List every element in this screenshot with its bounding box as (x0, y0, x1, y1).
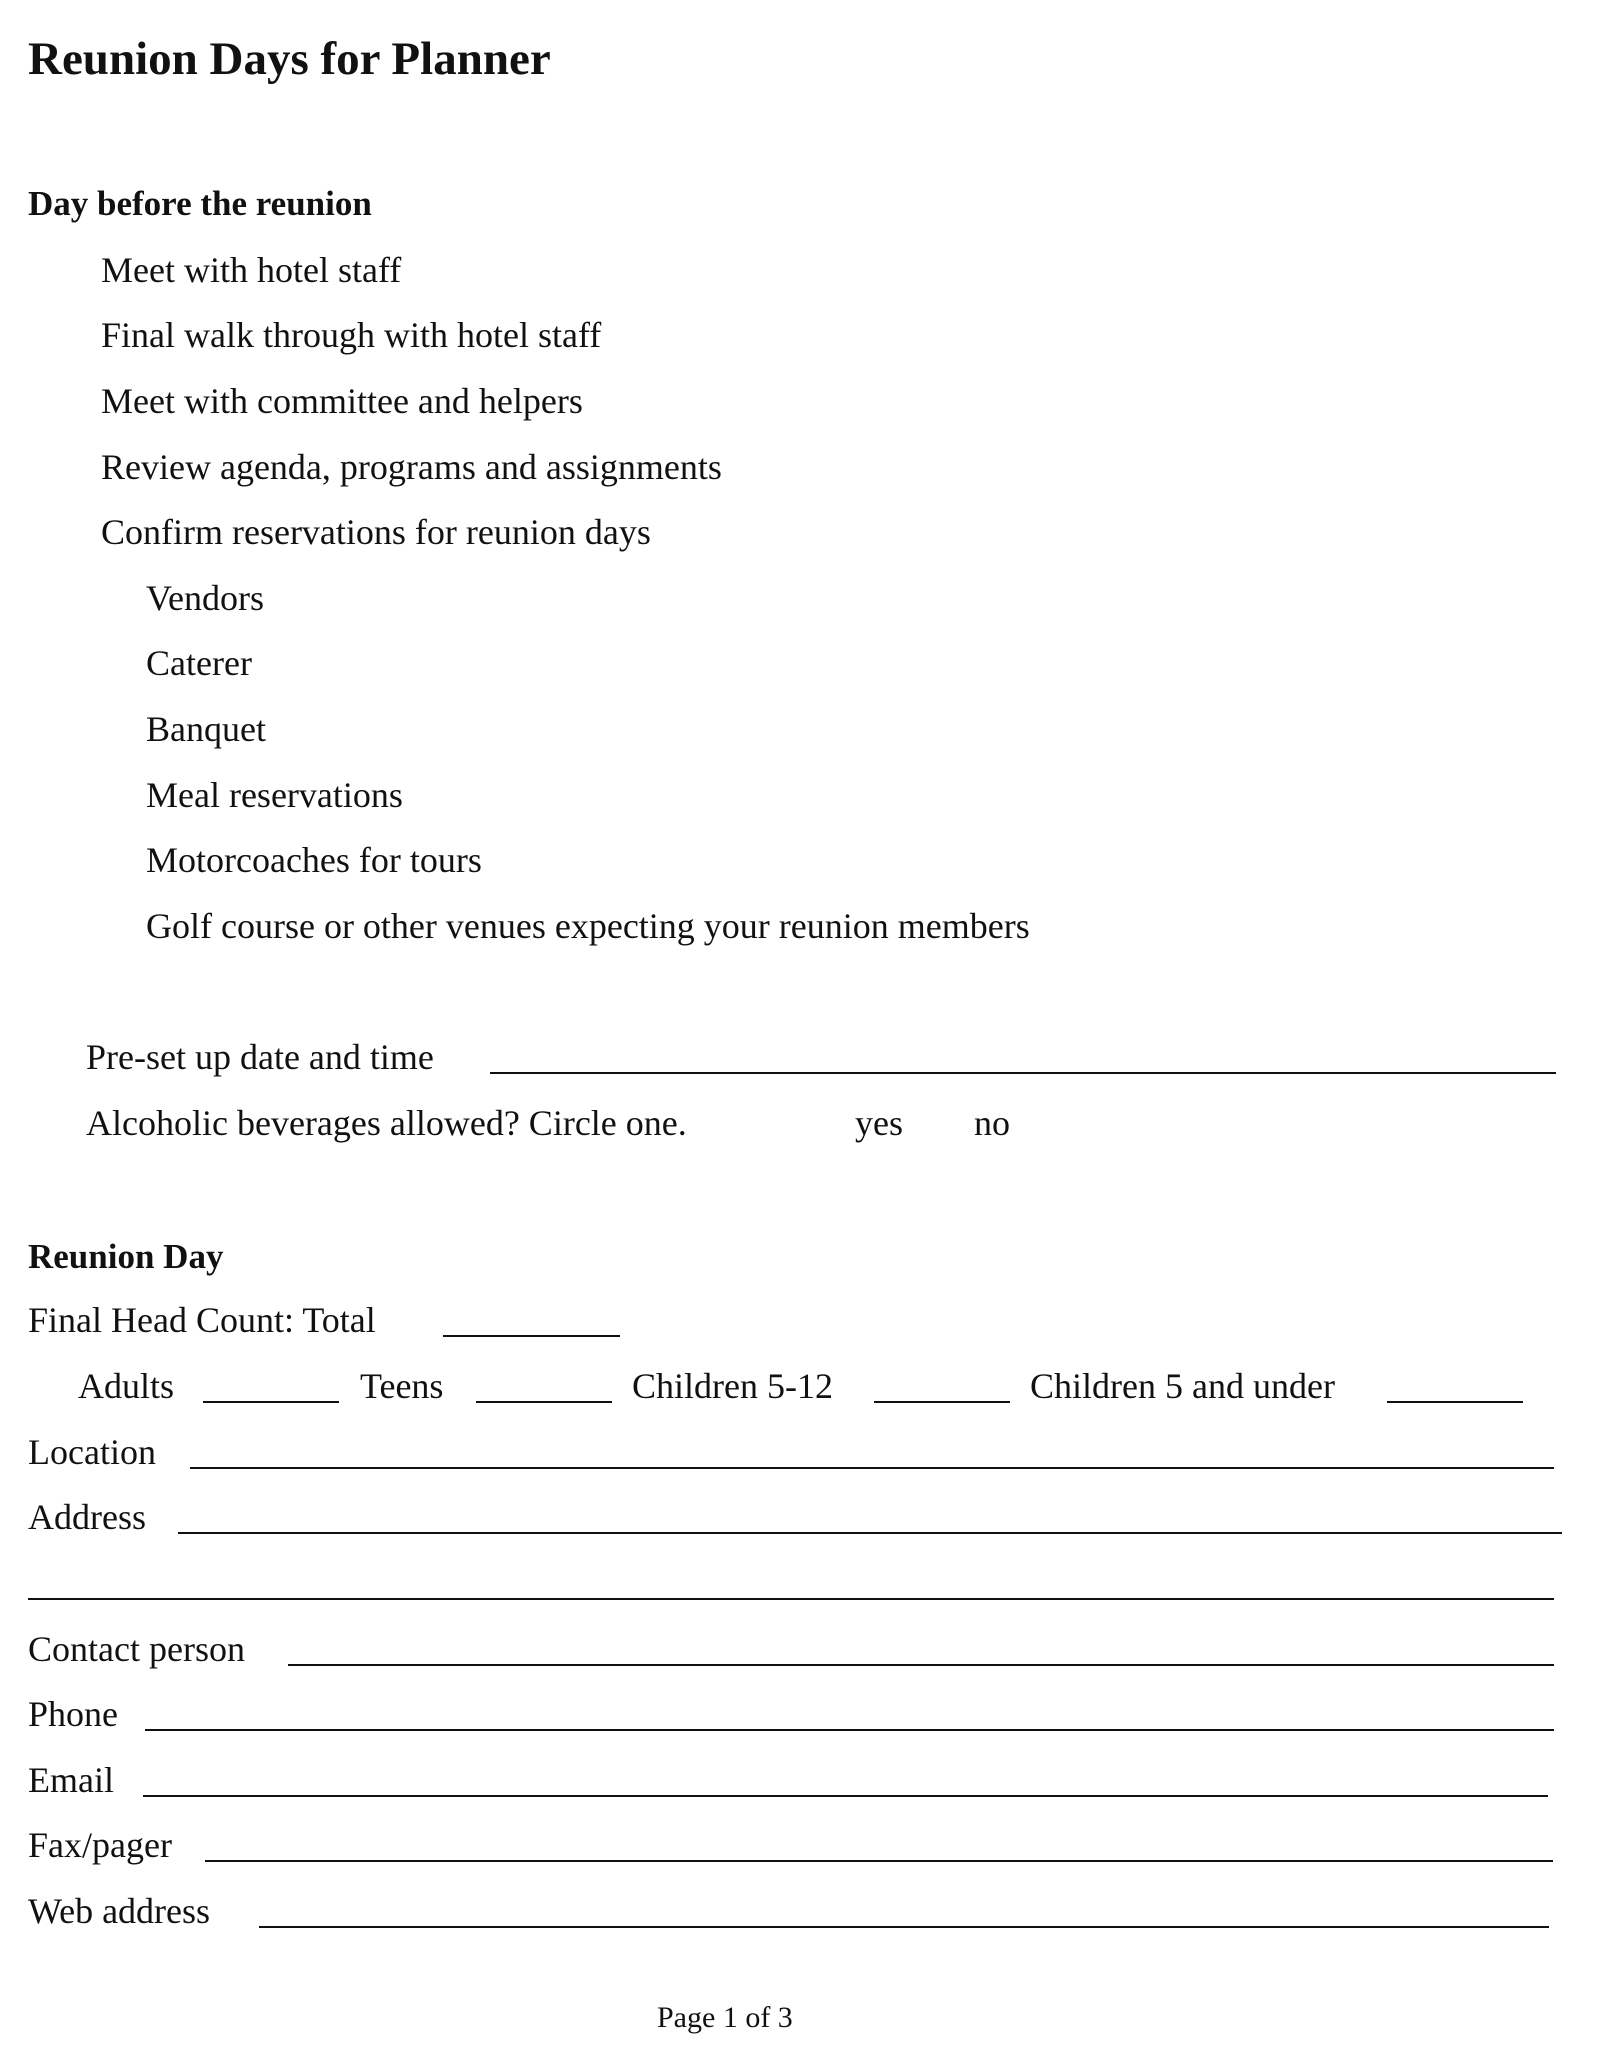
sub-list-item: Banquet (146, 709, 266, 749)
list-item: Confirm reservations for reunion days (101, 512, 651, 552)
sub-list-item: Motorcoaches for tours (146, 840, 482, 880)
sub-list-item: Golf course or other venues expecting your reunion members (146, 906, 1030, 946)
contact-person-label: Contact person (28, 1629, 245, 1669)
contact-person-blank[interactable] (288, 1664, 1554, 1666)
adults-label: Adults (78, 1366, 175, 1406)
web-address-label: Web address (28, 1891, 211, 1931)
adults-blank[interactable] (203, 1401, 339, 1403)
phone-blank[interactable] (145, 1729, 1554, 1731)
page-title: Reunion Days for Planner (28, 33, 551, 85)
day-before-heading: Day before the reunion (28, 184, 372, 223)
sub-list-item: Caterer (146, 643, 252, 683)
alcohol-label: Alcoholic beverages allowed? Circle one. (86, 1103, 687, 1143)
children-5-12-label: Children 5-12 (632, 1366, 833, 1406)
address-label: Address (28, 1497, 146, 1537)
fax-pager-blank[interactable] (205, 1860, 1553, 1862)
address-blank-line-2[interactable] (28, 1598, 1554, 1600)
web-address-blank[interactable] (259, 1926, 1549, 1928)
list-item: Review agenda, programs and assignments (101, 447, 722, 487)
list-item: Final walk through with hotel staff (101, 315, 602, 355)
preset-label: Pre-set up date and time (86, 1037, 434, 1077)
list-item: Meet with committee and helpers (101, 381, 583, 421)
address-blank[interactable] (178, 1532, 1562, 1534)
list-item: Meet with hotel staff (101, 250, 402, 290)
total-blank[interactable] (443, 1335, 620, 1337)
page-number: Page 1 of 3 (657, 2001, 793, 2034)
email-label: Email (28, 1760, 114, 1800)
fax-pager-label: Fax/pager (28, 1825, 172, 1865)
preset-blank[interactable] (490, 1072, 1556, 1074)
children-5-under-blank[interactable] (1387, 1401, 1523, 1403)
phone-label: Phone (28, 1694, 118, 1734)
children-5-under-label: Children 5 and under (1030, 1366, 1335, 1406)
sub-list-item: Meal reservations (146, 775, 403, 815)
location-blank[interactable] (190, 1467, 1554, 1469)
teens-blank[interactable] (476, 1401, 612, 1403)
alcohol-no-option[interactable]: no (974, 1103, 1010, 1143)
children-5-12-blank[interactable] (874, 1401, 1010, 1403)
head-count-label: Final Head Count: Total (28, 1300, 376, 1340)
alcohol-yes-option[interactable]: yes (855, 1103, 903, 1143)
teens-label: Teens (360, 1366, 444, 1406)
email-blank[interactable] (143, 1795, 1548, 1797)
location-label: Location (28, 1432, 156, 1472)
sub-list-item: Vendors (146, 578, 264, 618)
reunion-day-heading: Reunion Day (28, 1237, 224, 1276)
